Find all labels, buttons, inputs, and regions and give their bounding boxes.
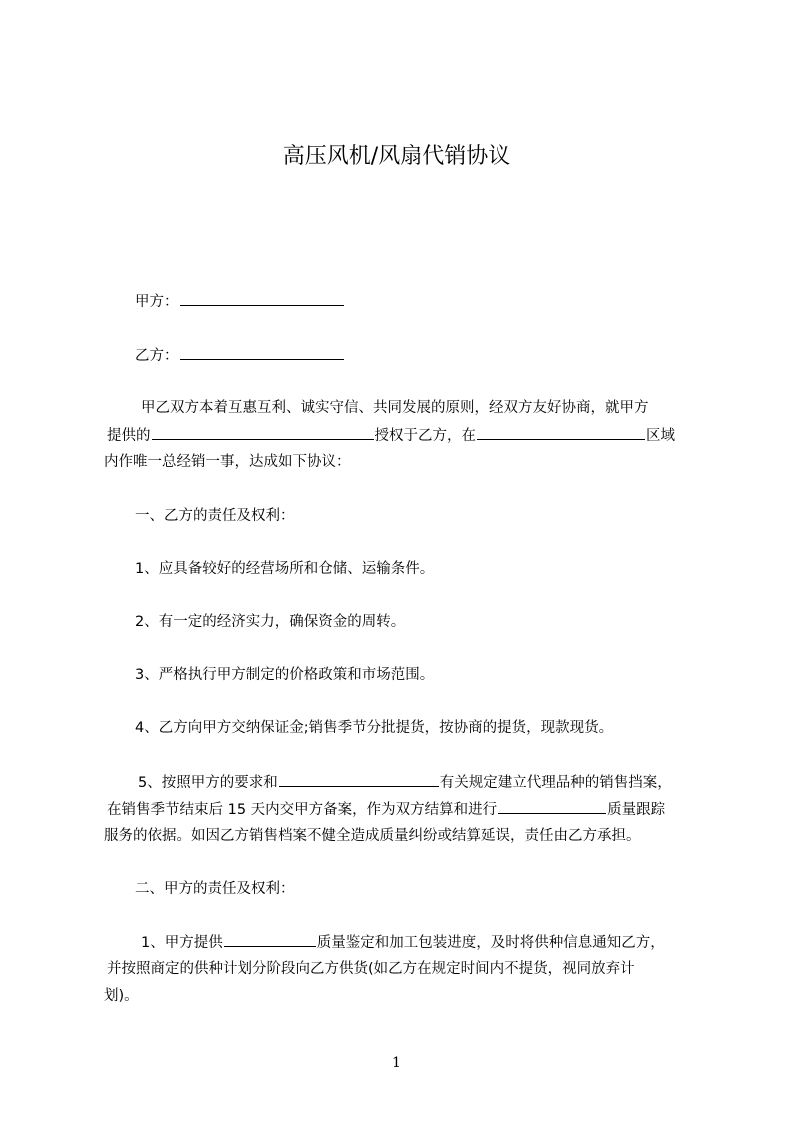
item-5-text-a: 5、按照甲方的要求和 [138, 775, 278, 791]
section-1-item-5-line-2 [107, 799, 705, 820]
requirement-blank [279, 772, 439, 787]
section-1-item-1: 1、应具备较好的经营场所和仓储、运输条件。 [135, 561, 435, 577]
intro-authorize-text: 授权于乙方，在 [374, 428, 476, 444]
section-2-heading: 二、甲方的责任及权利： [135, 881, 295, 897]
s2-item-1-text-a: 1、甲方提供 [141, 935, 223, 951]
intro-provided-label: 提供的 [107, 428, 151, 444]
quality-blank [498, 799, 606, 814]
supply-blank [224, 932, 316, 947]
region-blank [477, 425, 645, 440]
party-a-line [135, 291, 733, 312]
party-b-blank [180, 345, 344, 360]
page-title: 高压风机/风扇代销协议 [282, 144, 511, 169]
item-5-text-c: 在销售季节结束后 15 天内交甲方备案，作为双方结算和进行 [107, 802, 498, 818]
intro-line-3: 内作唯一总经销一事，达成如下协议： [104, 454, 351, 470]
section-1-item-2: 2、有一定的经济实力，确保资金的周转。 [135, 614, 406, 630]
party-b-label: 乙方： [135, 348, 179, 364]
intro-line-1: 甲乙双方本着互惠互利、诚实守信、共同发展的原则，经双方友好协商，就甲方 [141, 400, 649, 416]
section-2-item-1-line-3: 划)。 [104, 988, 139, 1004]
section-1-item-3: 3、严格执行甲方制定的价格政策和市场范围。 [135, 667, 435, 683]
section-2-item-1-line-2: 并按照商定的供种计划分阶段向乙方供货(如乙方在规定时间内不提货，视同放弃计 [107, 961, 635, 977]
item-5-text-b: 有关规定建立代理品种的销售挡案， [439, 775, 672, 791]
section-1-item-5-line-1 [138, 772, 736, 793]
section-1-item-4: 4、乙方向甲方交纳保证金;销售季节分批提货，按协商的提货，现款现货。 [135, 720, 614, 736]
s2-item-1-text-b: 质量鉴定和加工包装进度，及时将供种信息通知乙方， [316, 935, 665, 951]
product-blank [152, 425, 374, 440]
party-a-blank [180, 291, 344, 306]
party-a-label: 甲方： [135, 294, 179, 310]
page-number: 1 [392, 1055, 401, 1071]
intro-line-2 [107, 425, 705, 446]
section-1-heading: 一、乙方的责任及权利： [135, 508, 295, 524]
party-b-line [135, 345, 733, 366]
intro-region-text: 区域 [646, 428, 675, 444]
item-5-text-d: 质量跟踪 [607, 802, 666, 818]
section-2-item-1-line-1 [141, 932, 739, 953]
section-1-item-5-line-3: 服务的依据。如因乙方销售档案不健全造成质量纠纷或结算延误，责任由乙方承担。 [104, 828, 641, 844]
